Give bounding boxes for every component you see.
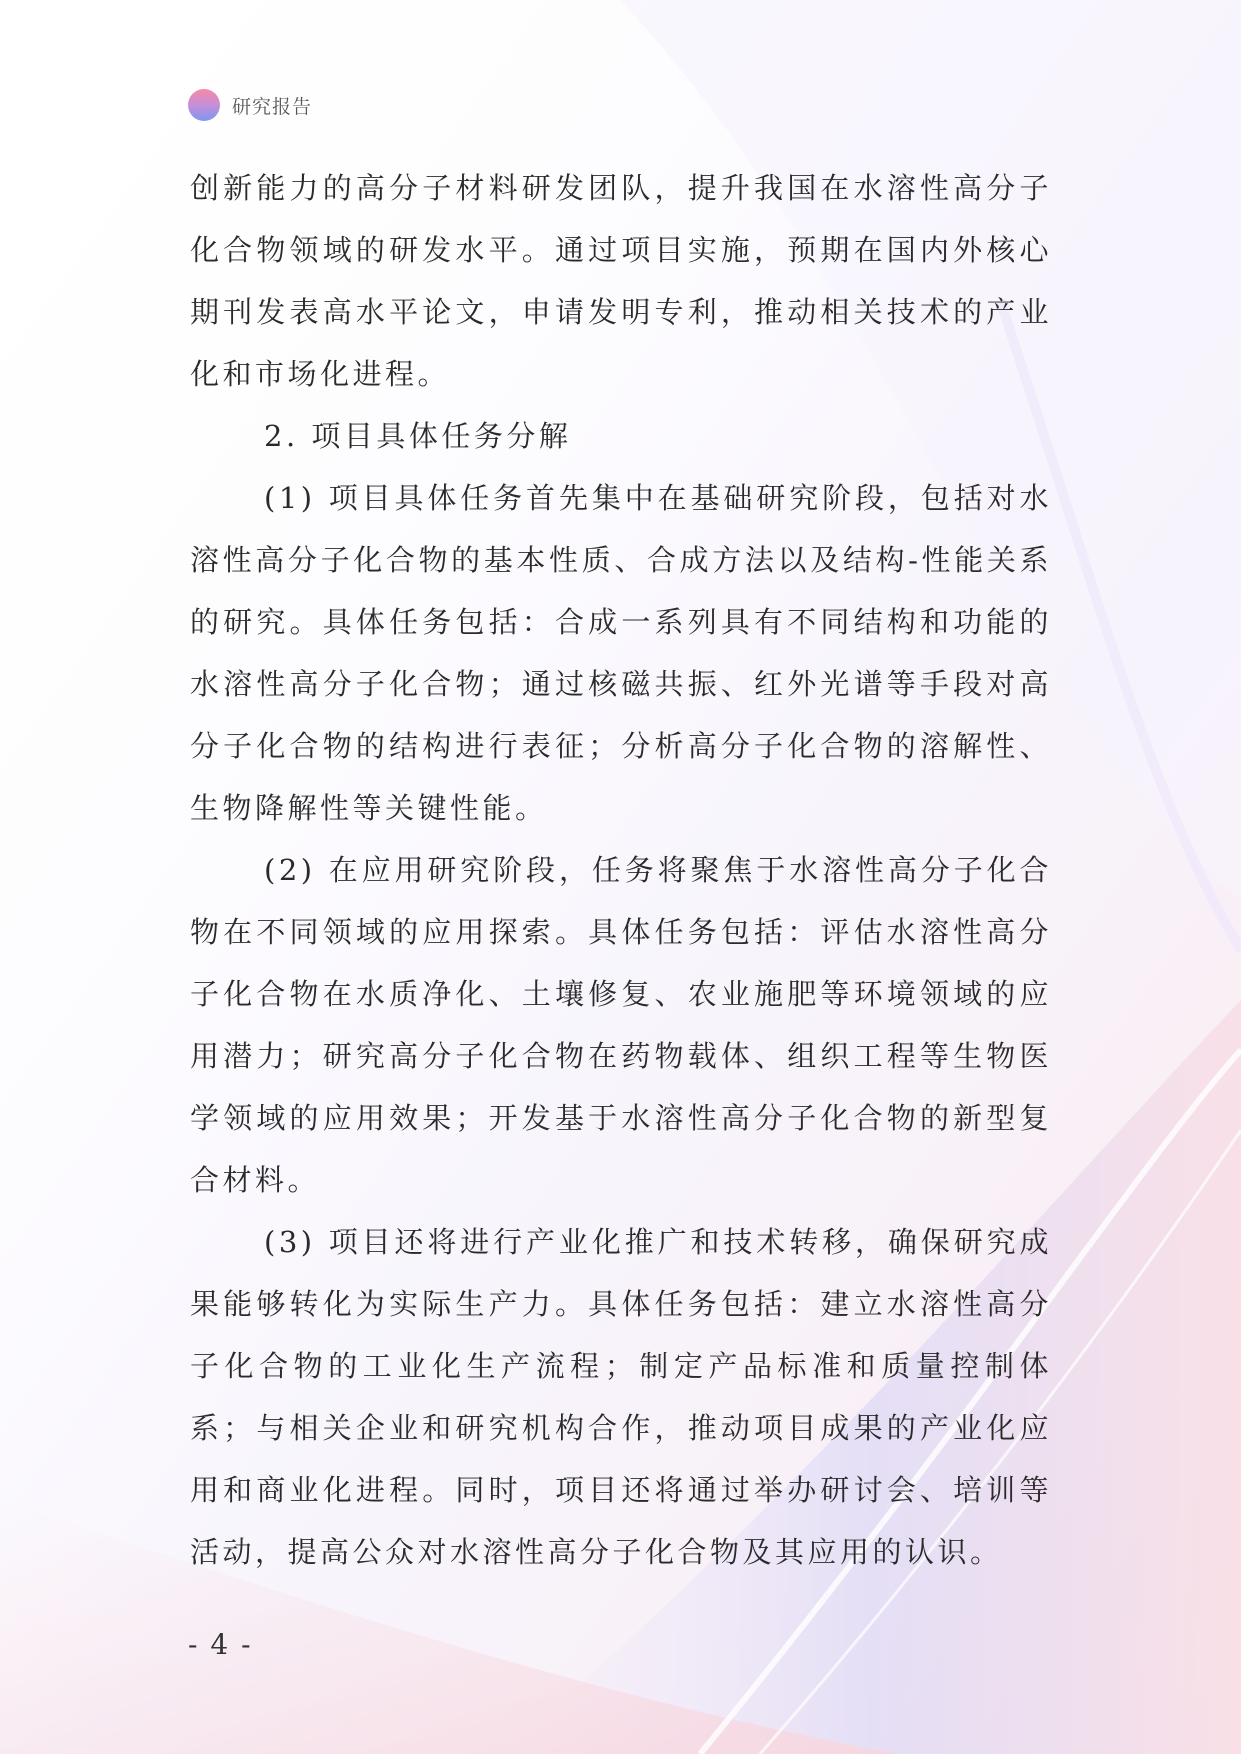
page-header bbox=[188, 89, 312, 121]
logo-circle bbox=[188, 89, 220, 121]
header-title: 研究报告 bbox=[232, 95, 313, 118]
section-heading: 2. 项目具体任务分解 bbox=[264, 419, 572, 453]
document-body bbox=[190, 157, 1052, 1583]
paragraph-task-3: (3) 项目还将进行产业化推广和技术转移，确保研究成果能够转化为实际生产力。具体任务包括：建立水溶性高分子化合物的工业化生产流程；制定产品标准和质量控制体系；与相关企业和研究机构合作，推动项目成果的产业化应用和商业化进程。同时，项目还将通过举办研讨会、培训等活动，提高公众对水溶性高分子化合物及其应用的认识。 bbox=[190, 1225, 1052, 1569]
paragraph-intro: 创新能力的高分子材料研发团队，提升我国在水溶性高分子化合物领域的研发水平。通过项目实施，预期在国内外核心期刊发表高水平论文，申请发明专利，推动相关技术的产业化和市场化进程。 bbox=[190, 171, 1052, 391]
paragraph-task-2: (2) 在应用研究阶段，任务将聚焦于水溶性高分子化合物在不同领域的应用探索。具体任务包括：评估水溶性高分子化合物在水质净化、土壤修复、农业施肥等环境领域的应用潜力；研究高分子化合物在药物载体、组织工程等生物医学领域的应用效果；开发基于水溶性高分子化合物的新型复合材料。 bbox=[190, 853, 1052, 1197]
page-number: - 4 - bbox=[188, 1628, 253, 1661]
paragraph-task-1: (1) 项目具体任务首先集中在基础研究阶段，包括对水溶性高分子化合物的基本性质、合成方法以及结构-性能关系的研究。具体任务包括：合成一系列具有不同结构和功能的水溶性高分子化合物；通过核磁共振、红外光谱等手段对高分子化合物的结构进行表征；分析高分子化合物的溶解性、生物降解性等关键性能。 bbox=[190, 481, 1052, 825]
